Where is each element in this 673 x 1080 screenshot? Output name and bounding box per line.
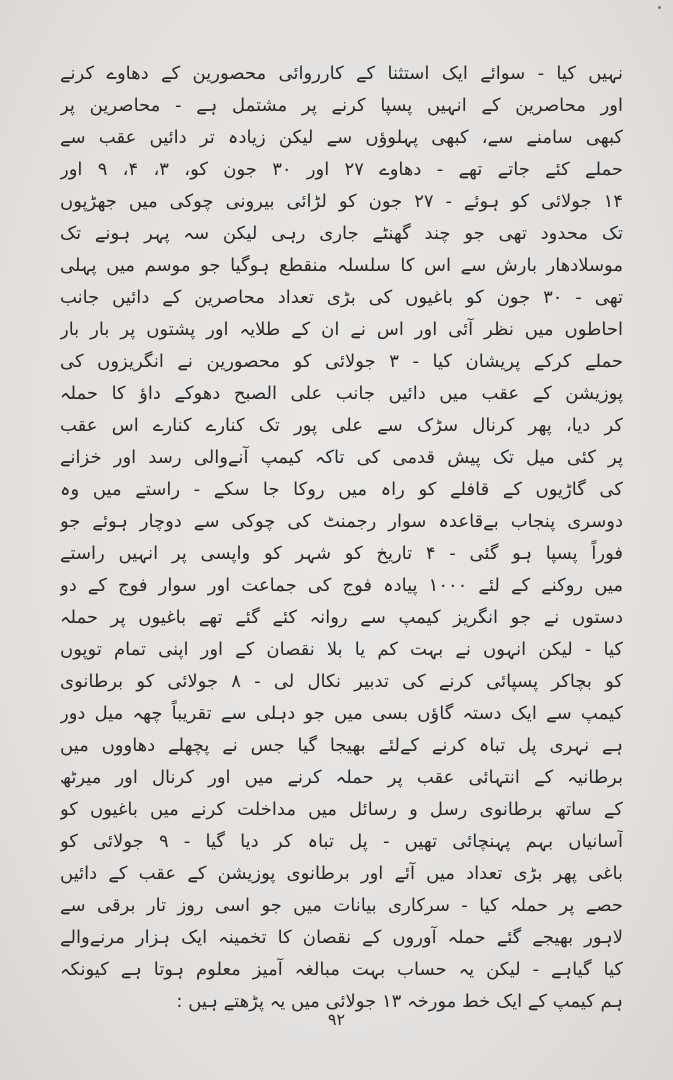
text-line-28: لاہور بھیجے گئے حملہ آوروں کے نقصان کا تخمینہ ایک ہزار مرنےوالے [60,927,623,948]
text-line-27: حصے پر حملہ کیا - سرکاری بیانات میں جو اسی روز تار برقی سے [60,895,623,916]
text-line-15: دوسری پنجاب بےقاعدہ سوار رجمنٹ کی چوکی سے دوچار ہوئے جو [60,511,623,532]
body-text [60,58,623,1018]
text-line-19: کیا - لیکن انہوں نے بہت کم یا بلا نقصان کے اور اپنی تمام توپوں [60,639,623,660]
text-line-8: تھی - ۳۰ جون کو باغیوں کی بڑی تعداد محاصرین کے دائیں جانب [60,287,623,308]
text-line-10: حملے کرکے پریشان کیا - ۳ جولائی کو محصورین نے انگریزوں کی [60,351,623,372]
text-line-2: اور محاصرین کے انہیں پسپا کرنے پر مشتمل ہے - محاصرین پر [60,95,623,116]
text-line-1: نہیں کیا - سوائے ایک استثنا کے کارروائی محصورین کے دھاوے کرنے [60,63,623,84]
text-line-5: ۱۴ جولائی کو ہوئے - ۲۷ جون کو لڑائی بیرونی چوکی میں جھڑپوں [60,191,623,212]
text-line-29: کیا گیاہے - لیکن یہ حساب بہت مبالغہ آمیز معلوم ہوتا ہے کیونکہ [60,959,623,980]
text-line-4: حملے کئے جاتے تھے - دھاوے ۲۷ اور ۳۰ جون کو، ۳، ۴، ۹ اور [60,159,623,180]
text-line-17: میں روکنے کے لئے ۱۰۰۰ پیادہ فوج کی جماعت اور سوار فوج کے دو [60,575,623,596]
text-line-22: ہے نہری پل تباہ کرنے کےلئے بھیجا گیا جس نے پچھلے دھاووں میں [60,735,623,756]
text-line-16: فوراً پسپا ہو گئی - ۴ تاریخ کو شہر کو واپسی پر انہیں راستے [60,543,623,564]
text-line-9: احاطوں میں نظر آئی اور اس نے ان کے طلایہ اور پشتوں پر بار بار [60,319,623,340]
text-line-11: پوزیشن کے عقب میں دائیں جانب علی الصبح دھوکے داؤ کا حملہ [60,383,623,404]
text-line-7: موسلادھار بارش سے اس کا سلسلہ منقطع ہوگیا جو موسم میں پہلی [60,255,623,276]
page-number: ۹۲ [327,1010,346,1029]
text-line-25: آسانیاں بہم پہنچائی تھیں - پل تباہ کر دیا گیا - ۹ جولائی کو [60,831,623,852]
text-line-6: تک محدود تھی جو چند گھنٹے جاری رہی لیکن سہ پہر ہونے تک [60,223,623,244]
text-line-30: ہم کیمپ کے ایک خط مورخہ ۱۳ جولائی میں یہ پڑھتے ہیں : [176,991,623,1012]
text-line-3: کبھی سامنے سے، کبھی پہلوؤں سے لیکن زیادہ تر دائیں عقب سے [60,127,623,148]
text-line-14: کی گاڑیوں کے قافلے کو راہ میں روکا جا سکے - راستے میں وہ [60,479,623,500]
text-line-20: کو بچاکر پسپائی کرنے کی تدبیر نکال لی - ۸ جولائی کو برطانوی [60,671,623,692]
corner-speck [658,6,661,9]
text-line-26: باغی پھر بڑی تعداد میں آئے اور برطانوی پوزیشن کے عقب کے دائیں [60,863,623,884]
text-line-18: دستوں نے جو انگریز کیمپ سے روانہ کئے گئے تھے باغیوں پر حملہ [60,607,623,628]
text-line-13: پر کئی میل تک پیش قدمی کی تاکہ کیمپ آنےوالی رسد اور خزانے [60,447,623,468]
text-line-21: کیمپ سے ایک دستہ گاؤں بسی میں جو دہلی سے تقریباً چھہ میل دور [60,703,623,724]
text-line-24: کے ساتھ برطانوی رسل و رسائل میں مداخلت کرنے میں باغیوں کو [60,799,623,820]
text-line-12: کر دیا، پھر کرنال سڑک سے علی پور تک کنارے کنارے اس عقب [60,415,623,436]
text-line-23: برطانیہ کے انتہائی عقب پر حملہ کرنے میں اور کرنال اور میرٹھ [60,767,623,788]
